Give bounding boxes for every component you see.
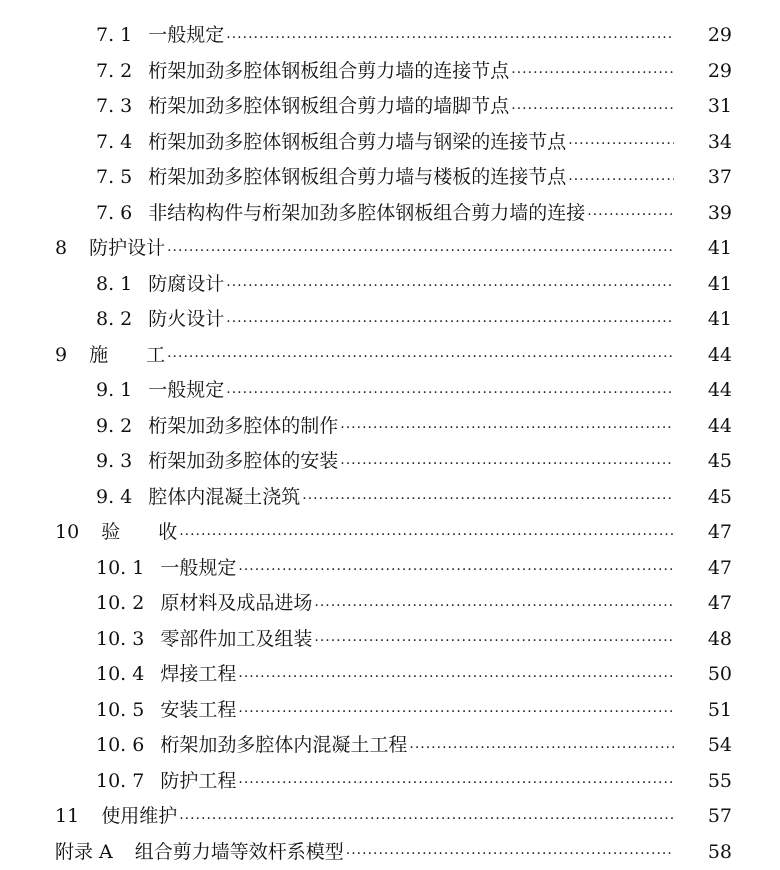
toc-dot-leader	[238, 670, 674, 684]
toc-dot-leader	[568, 137, 674, 151]
toc-entry-number: 附录 A	[55, 840, 113, 863]
toc-entry[interactable]	[0, 409, 780, 445]
toc-entry-page: 34	[707, 130, 732, 153]
toc-entry-page: 54	[707, 734, 732, 757]
table-of-contents	[0, 18, 780, 870]
toc-entry-number: 7. 1	[96, 24, 133, 47]
toc-entry-number: 7. 3	[96, 95, 133, 118]
toc-entry[interactable]	[0, 18, 780, 54]
toc-entry-number: 9. 4	[96, 485, 133, 508]
toc-entry-number: 9. 2	[96, 414, 133, 437]
toc-entry-page: 44	[707, 379, 732, 402]
toc-entry-number: 8. 1	[96, 272, 133, 295]
toc-entry[interactable]	[0, 231, 780, 267]
toc-dot-leader	[167, 350, 674, 364]
toc-entry-title: 组合剪力墙等效杆系模型	[134, 840, 344, 863]
toc-entry[interactable]	[0, 373, 780, 409]
toc-dot-leader	[409, 741, 674, 755]
toc-dot-leader	[226, 386, 674, 400]
toc-dot-leader	[226, 315, 674, 329]
toc-entry-page: 47	[707, 521, 732, 544]
toc-dot-leader	[511, 102, 674, 116]
toc-dot-leader	[587, 208, 674, 222]
toc-dot-leader	[314, 634, 674, 648]
toc-entry-title: 防护设计	[89, 237, 166, 260]
toc-entry-number: 10. 2	[96, 592, 145, 615]
toc-entry-page: 45	[707, 485, 732, 508]
toc-dot-leader	[314, 599, 674, 613]
toc-dot-leader	[302, 492, 674, 506]
toc-entry-title: 原材料及成品进场	[160, 592, 313, 615]
toc-entry-title: 桁架加劲多腔体钢板组合剪力墙与楼板的连接节点	[148, 166, 567, 189]
toc-entry[interactable]	[0, 480, 780, 516]
toc-entry-page: 50	[707, 663, 732, 686]
toc-entry-number: 11	[55, 805, 80, 828]
toc-entry-number: 8	[55, 237, 68, 260]
toc-dot-leader	[167, 244, 674, 258]
toc-entry-title: 一般规定	[148, 379, 225, 402]
toc-entry-page: 31	[707, 95, 732, 118]
toc-dot-leader	[179, 812, 674, 826]
toc-entry-number: 9	[55, 343, 68, 366]
toc-entry[interactable]	[0, 515, 780, 551]
toc-dot-leader	[340, 457, 674, 471]
toc-entry-page: 48	[707, 627, 732, 650]
toc-entry-page: 41	[707, 237, 732, 260]
toc-entry[interactable]	[0, 196, 780, 232]
toc-entry-title: 使用维护	[101, 805, 178, 828]
toc-entry[interactable]	[0, 835, 780, 870]
toc-dot-leader	[511, 66, 674, 80]
toc-entry-page: 44	[707, 343, 732, 366]
toc-entry-page: 45	[707, 450, 732, 473]
toc-entry[interactable]	[0, 551, 780, 587]
toc-entry-title: 桁架加劲多腔体钢板组合剪力墙与钢梁的连接节点	[148, 130, 567, 153]
toc-entry[interactable]	[0, 728, 780, 764]
toc-entry-page: 51	[707, 698, 732, 721]
toc-entry[interactable]	[0, 764, 780, 800]
toc-entry[interactable]	[0, 444, 780, 480]
toc-entry-title: 验 收	[101, 521, 178, 544]
toc-entry[interactable]	[0, 657, 780, 693]
toc-dot-leader	[238, 705, 674, 719]
toc-entry-page: 47	[707, 556, 732, 579]
toc-entry-title: 桁架加劲多腔体的安装	[148, 450, 339, 473]
toc-entry-number: 9. 3	[96, 450, 133, 473]
toc-dot-leader	[238, 776, 674, 790]
toc-entry-title: 腔体内混凝土浇筑	[148, 485, 301, 508]
toc-entry-page: 29	[707, 24, 732, 47]
toc-entry[interactable]	[0, 125, 780, 161]
toc-entry-number: 10. 3	[96, 627, 145, 650]
toc-entry[interactable]	[0, 338, 780, 374]
toc-entry-page: 57	[707, 805, 732, 828]
toc-entry-title: 桁架加劲多腔体钢板组合剪力墙的墙脚节点	[148, 95, 510, 118]
toc-entry-title: 一般规定	[148, 24, 225, 47]
toc-entry-number: 9. 1	[96, 379, 133, 402]
toc-entry-number: 7. 4	[96, 130, 133, 153]
toc-entry[interactable]	[0, 302, 780, 338]
toc-entry-title: 安装工程	[160, 698, 237, 721]
toc-dot-leader	[226, 279, 674, 293]
toc-entry-title: 零部件加工及组装	[160, 627, 313, 650]
toc-dot-leader	[179, 528, 674, 542]
toc-entry-number: 10	[55, 521, 80, 544]
toc-entry-page: 47	[707, 592, 732, 615]
toc-entry-number: 10. 6	[96, 734, 145, 757]
toc-dot-leader	[568, 173, 674, 187]
toc-entry-page: 39	[707, 201, 732, 224]
toc-entry-page: 29	[707, 59, 732, 82]
toc-dot-leader	[238, 563, 674, 577]
toc-entry-page: 37	[707, 166, 732, 189]
toc-entry[interactable]	[0, 54, 780, 90]
toc-dot-leader	[346, 847, 674, 861]
toc-entry[interactable]	[0, 622, 780, 658]
toc-entry-number: 8. 2	[96, 308, 133, 331]
toc-entry-title: 施 工	[89, 343, 166, 366]
toc-entry-page: 58	[707, 840, 732, 863]
toc-entry[interactable]	[0, 89, 780, 125]
toc-entry-title: 桁架加劲多腔体钢板组合剪力墙的连接节点	[148, 59, 510, 82]
toc-entry-number: 7. 5	[96, 166, 133, 189]
toc-entry-title: 防腐设计	[148, 272, 225, 295]
toc-entry-title: 焊接工程	[160, 663, 237, 686]
toc-entry-title: 一般规定	[160, 556, 237, 579]
toc-entry[interactable]	[0, 799, 780, 835]
toc-entry-title: 防火设计	[148, 308, 225, 331]
toc-entry[interactable]	[0, 586, 780, 622]
toc-entry-number: 7. 6	[96, 201, 133, 224]
toc-entry-title: 桁架加劲多腔体的制作	[148, 414, 339, 437]
toc-entry-page: 55	[707, 769, 732, 792]
toc-entry-number: 10. 5	[96, 698, 145, 721]
toc-entry-title: 防护工程	[160, 769, 237, 792]
toc-entry-number: 10. 4	[96, 663, 145, 686]
toc-dot-leader	[226, 31, 674, 45]
toc-dot-leader	[340, 421, 674, 435]
toc-entry-number: 10. 7	[96, 769, 145, 792]
toc-entry-page: 41	[707, 272, 732, 295]
toc-entry-title: 非结构构件与桁架加劲多腔体钢板组合剪力墙的连接	[148, 201, 586, 224]
toc-entry-number: 7. 2	[96, 59, 133, 82]
toc-entry[interactable]	[0, 693, 780, 729]
toc-entry-page: 44	[707, 414, 732, 437]
toc-entry[interactable]	[0, 160, 780, 196]
toc-entry-number: 10. 1	[96, 556, 145, 579]
toc-entry[interactable]	[0, 267, 780, 303]
toc-entry-title: 桁架加劲多腔体内混凝土工程	[160, 734, 408, 757]
toc-entry-page: 41	[707, 308, 732, 331]
